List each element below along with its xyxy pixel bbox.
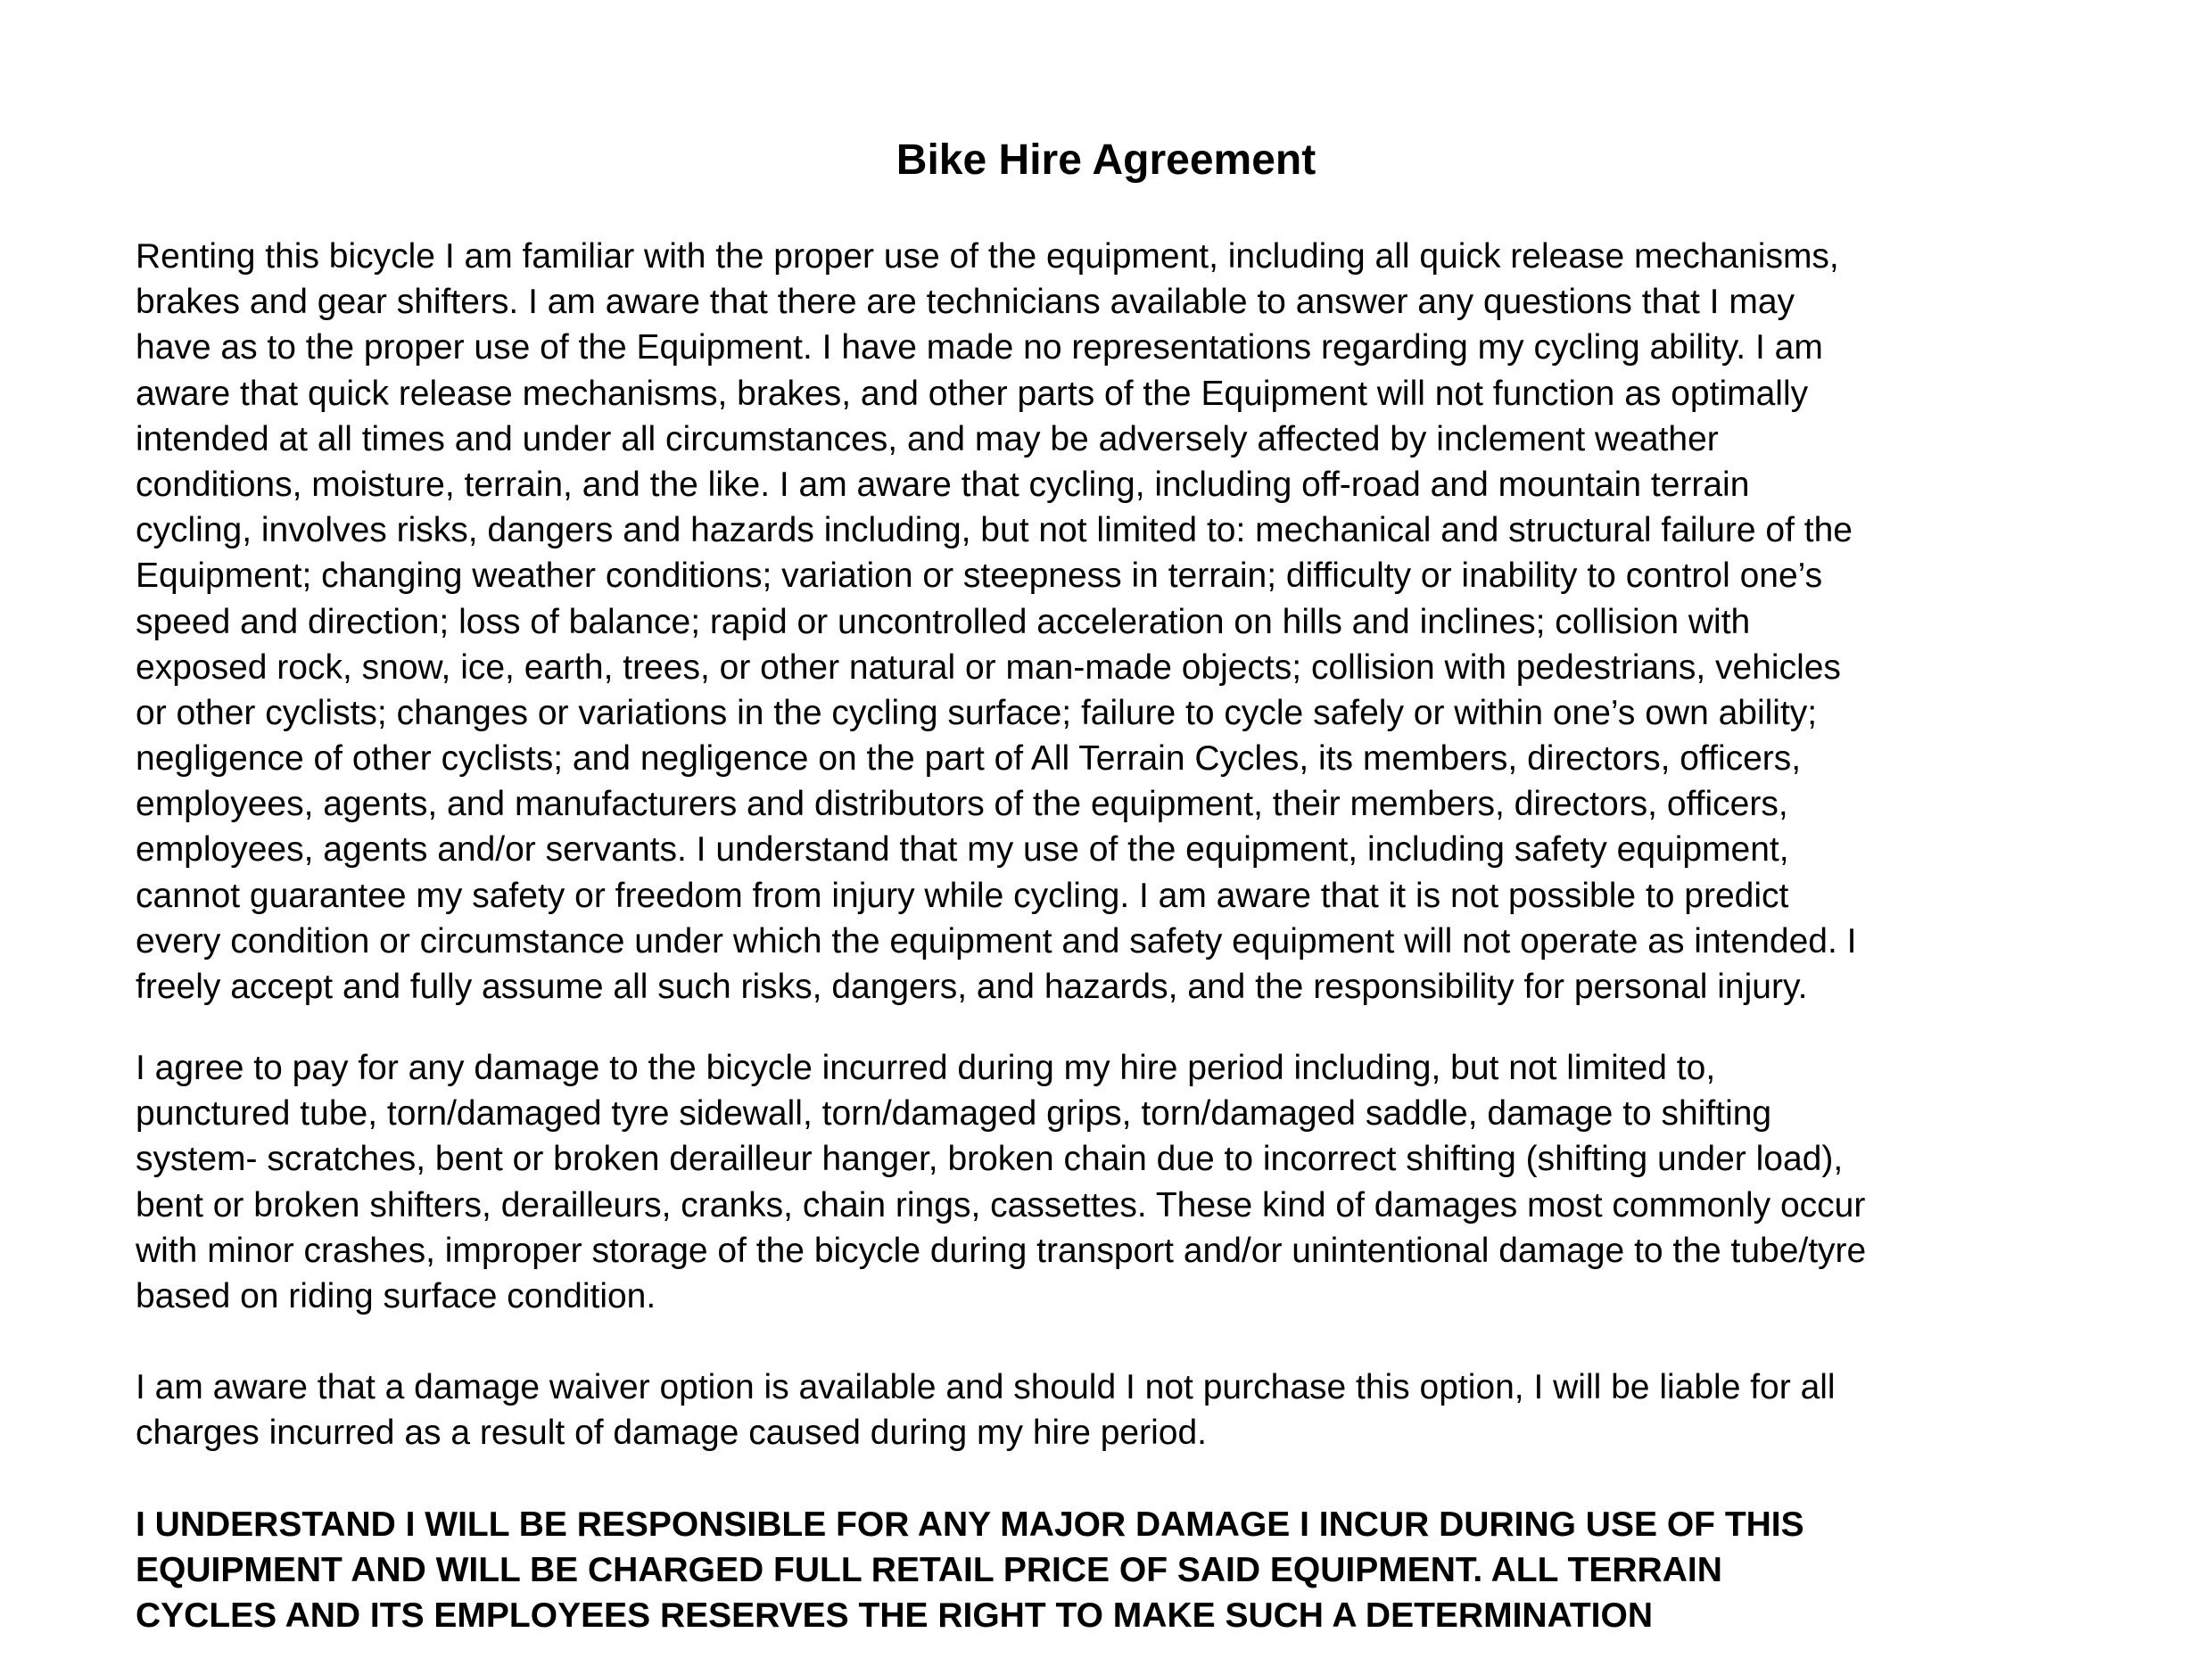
paragraph-line: brakes and gear shifters. I am aware that there are technicians available to answer any questions that I may [136,283,1795,322]
paragraph-line: I UNDERSTAND I WILL BE RESPONSIBLE FOR ANY MAJOR DAMAGE I INCUR DURING USE OF THIS [136,1505,1804,1544]
paragraph-line: system- scratches, bent or broken derailleur hanger, broken chain due to incorrect shifting (shifting under load), [136,1140,1844,1179]
paragraph-line: cycling, involves risks, dangers and hazards including, but not limited to: mechanical and structural failure of the [136,511,1853,550]
paragraph-line: speed and direction; loss of balance; rapid or uncontrolled acceleration on hills and inclines; collision with [136,602,1751,641]
paragraph-line: aware that quick release mechanisms, brakes, and other parts of the Equipment will not function as optimally [136,374,1809,413]
paragraph-line: I am aware that a damage waiver option is available and should I not purchase this option, I will be liable for all [136,1368,1836,1406]
responsibility-notice-paragraph [136,1502,2134,1639]
paragraph-line: Equipment; changing weather conditions; variation or steepness in terrain; difficulty or inability to control one’s [136,557,1823,596]
paragraph-line: intended at all times and under all circumstances, and may be adversely affected by inclement weather [136,419,1719,458]
damage-waiver-paragraph [136,1365,2134,1455]
paragraph-line: based on riding surface condition. [136,1276,656,1315]
paragraph-line: conditions, moisture, terrain, and the like. I am aware that cycling, including off-road and mountain terrain [136,465,1750,504]
paragraph-line: I agree to pay for any damage to the bicycle incurred during my hire period including, but not limited to, [136,1049,1716,1087]
paragraph-line: CYCLES AND ITS EMPLOYEES RESERVES THE RIGHT TO MAKE SUCH A DETERMINATION [136,1596,1653,1636]
paragraph-line: cannot guarantee my safety or freedom from injury while cycling. I am aware that it is not possible to predict [136,876,1789,915]
paragraph-line: have as to the proper use of the Equipment. I have made no representations regarding my cycling ability. I am [136,328,1823,367]
paragraph-line: employees, agents, and manufacturers and distributors of the equipment, their members, directors, officers, [136,785,1788,824]
paragraph-line: charges incurred as a result of damage caused during my hire period. [136,1414,1207,1453]
document-title: Bike Hire Agreement [896,136,1316,184]
paragraph-line: punctured tube, torn/damaged tyre sidewall, torn/damaged grips, torn/damaged saddle, damage to shifting [136,1094,1772,1134]
paragraph-line: EQUIPMENT AND WILL BE CHARGED FULL RETAIL PRICE OF SAID EQUIPMENT. ALL TERRAIN [136,1551,1722,1590]
paragraph-line: bent or broken shifters, derailleurs, cranks, chain rings, cassettes. These kind of damages most commonly occur [136,1185,1866,1225]
paragraph-line: negligence of other cyclists; and negligence on the part of All Terrain Cycles, its members, directors, officers, [136,739,1802,779]
paragraph-line: exposed rock, snow, ice, earth, trees, or other natural or man-made objects; collision with pedestrians, vehicles [136,647,1841,687]
paragraph-line: Renting this bicycle I am familiar with the proper use of the equipment, including all quick release mechanisms, [136,237,1839,276]
paragraph-line: with minor crashes, improper storage of the bicycle during transport and/or unintentional damage to the tube/tyre [136,1231,1867,1270]
paragraph-line: or other cyclists; changes or variations in the cycling surface; failure to cycle safely or within one’s own ability; [136,693,1818,732]
liability-paragraph [136,234,2134,1010]
damage-paragraph [136,1045,2134,1319]
paragraph-line: employees, agents and/or servants. I understand that my use of the equipment, including safety equipment, [136,830,1789,870]
paragraph-line: every condition or circumstance under which the equipment and safety equipment will not operate as intended. I [136,921,1857,961]
paragraph-line: freely accept and fully assume all such risks, dangers, and hazards, and the responsibility for personal injury. [136,968,1808,1006]
